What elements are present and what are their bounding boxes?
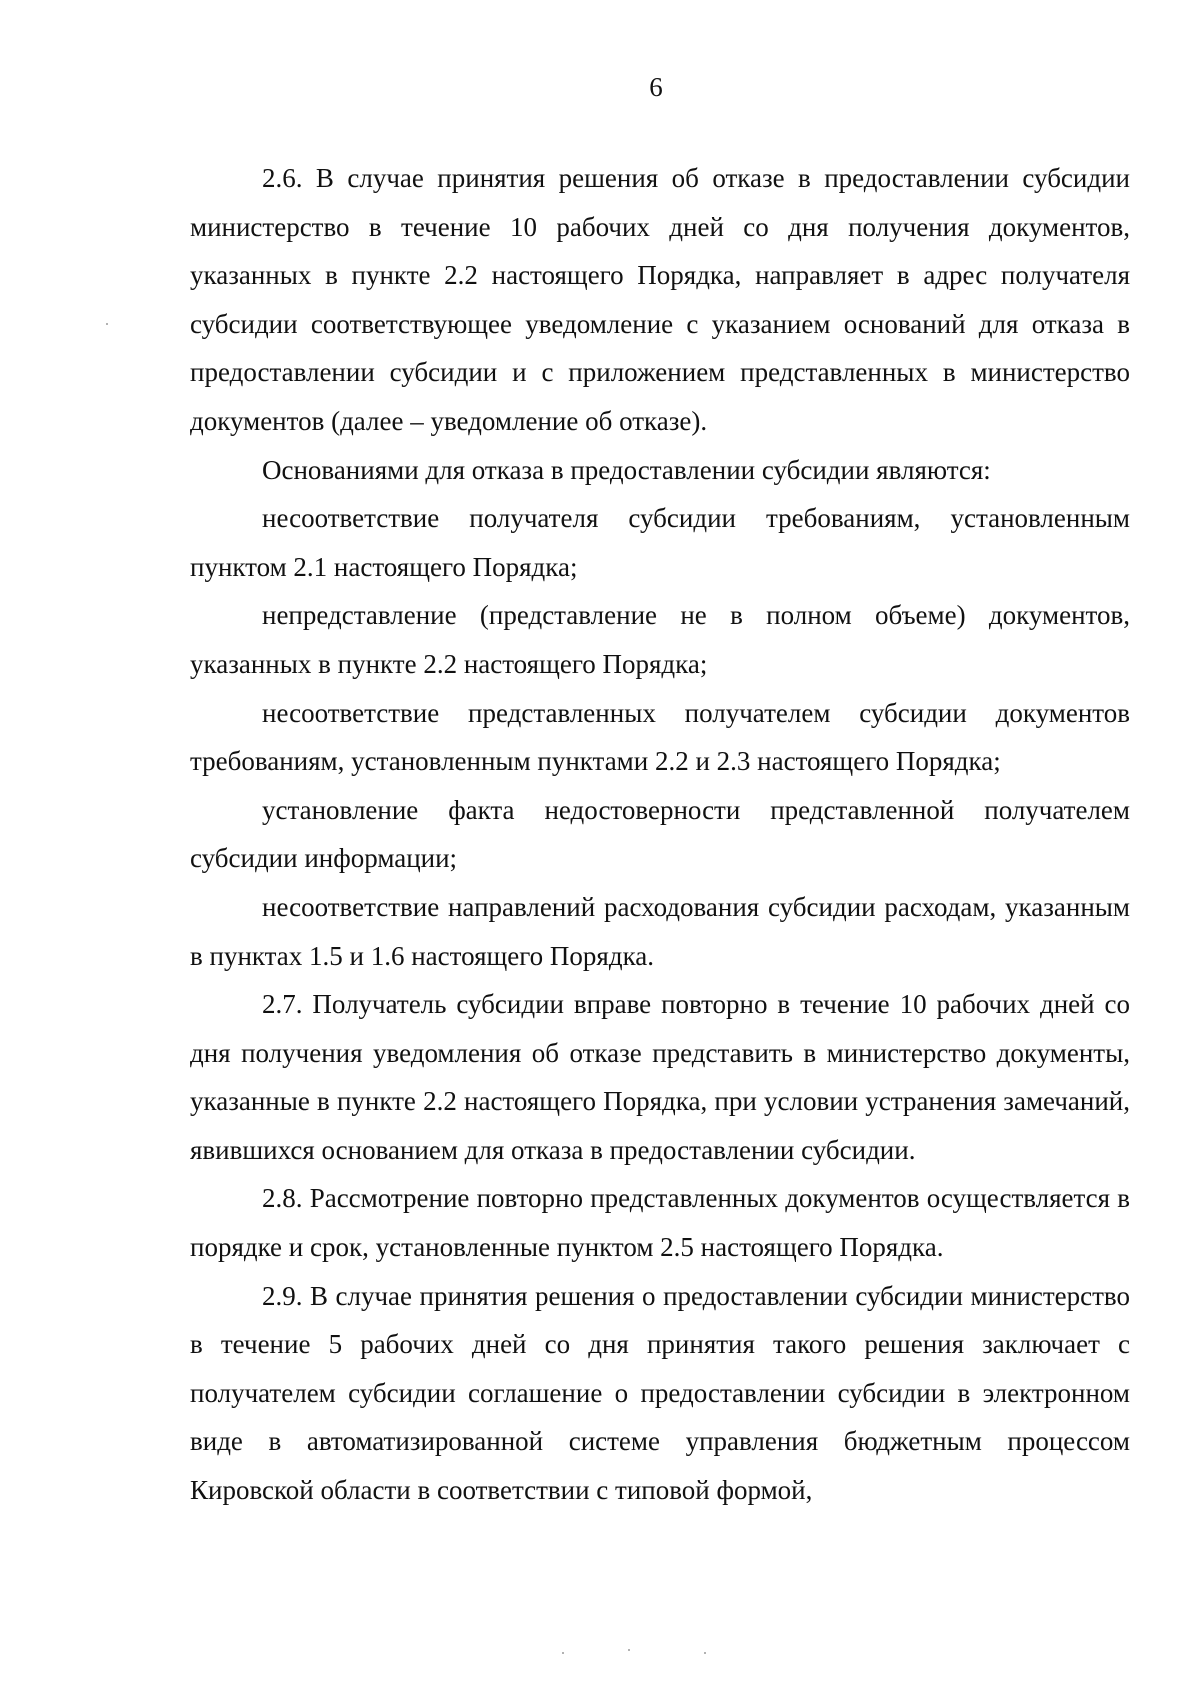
paragraph-2-6: 2.6. В случае принятия решения об отказе в предоставлении субсидии министерство в течение 10 рабочих дней со дня получения документов, указанных в пункте 2.2 настоящего Порядка, направляет в адрес получателя субсидии соответствующее уведомление с указанием оснований для отказа в предоставлении субсидии и с приложением представленных в министерство документов (далее – уведомление об отказе). <box>190 163 1130 436</box>
scan-speck <box>704 1652 706 1654</box>
document-body <box>190 154 1130 1515</box>
scan-speck <box>562 1652 564 1654</box>
paragraph-2-8: 2.8. Рассмотрение повторно представленных документов осуществляется в порядке и срок, установленные пунктом 2.5 настоящего Порядка. <box>190 1183 1130 1263</box>
paragraph-refusal-grounds-intro: Основаниями для отказа в предоставлении субсидии являются: <box>262 454 991 485</box>
scan-speck <box>106 323 108 325</box>
paragraph-ground-documents-missing: непредставление (представление не в полном объеме) документов, указанных в пункте 2.2 настоящего Порядка; <box>190 600 1130 679</box>
paragraph-ground-documents-noncompliant: несоответствие представленных получателем субсидии документов требованиям, установленным пунктами 2.2 и 2.3 настоящего Порядка; <box>190 697 1130 777</box>
paragraph-ground-false-information: установление факта недостоверности представленной получателем субсидии информации; <box>190 794 1130 874</box>
paragraph-ground-expenses-mismatch: несоответствие направлений расходования субсидии расходам, указанным в пунктах 1.5 и 1.6 настоящего Порядка. <box>190 891 1130 971</box>
page-number: 6 <box>649 72 663 102</box>
paragraph-2-7: 2.7. Получатель субсидии вправе повторно в течение 10 рабочих дней со дня получения уведомления об отказе представить в министерство документы, указанные в пункте 2.2 настоящего Порядка, при условии устранения замечаний, явившихся основанием для отказа в предоставлении субсидии. <box>190 989 1130 1165</box>
scan-speck <box>628 1649 630 1651</box>
paragraph-2-9: 2.9. В случае принятия решения о предоставлении субсидии министерство в течение 5 рабочих дней со дня принятия такого решения заключает с получателем субсидии соглашение о предоставлении субсидии в электронном виде в автоматизированной системе управления бюджетным процессом Кировской области в соответствии с типовой формой, <box>190 1280 1130 1506</box>
paragraph-ground-requirements: несоответствие получателя субсидии требованиям, установленным пунктом 2.1 настоящего Порядка; <box>190 503 1130 582</box>
